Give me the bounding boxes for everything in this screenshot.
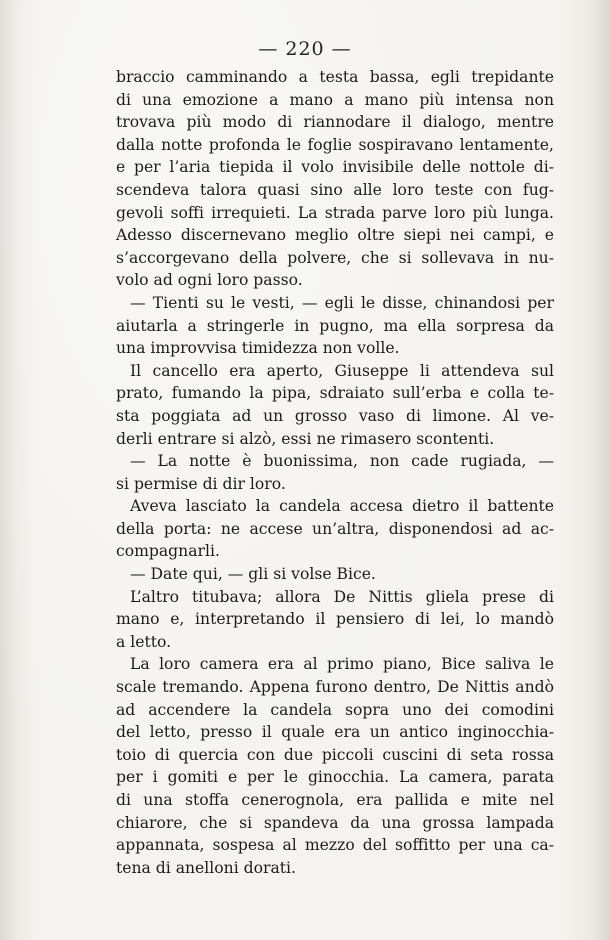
- text-line: volo ad ogni loro passo.: [116, 271, 303, 290]
- text-line: di una stoffa cenerognola, era pallida e mite nel: [116, 791, 554, 809]
- text-line: una improvvisa timidezza non volle.: [116, 339, 400, 358]
- text-line: tena di anelloni dorati.: [116, 858, 296, 877]
- text-line: aiutarla a stringerle in pugno, ma ella sorpresa da: [116, 316, 554, 335]
- text-line: ad accendere la candela sopra uno dei comodini: [116, 700, 554, 719]
- text-line: appannata, sospesa al mezzo del soffitto per una ca-: [116, 836, 554, 855]
- text-line: dalla notte profonda le foglie sospiravano lentamente,: [116, 135, 554, 154]
- text-line: Adesso discernevano meglio oltre siepi nei campi, e: [116, 226, 554, 245]
- text-line: braccio camminando a testa bassa, egli trepidante: [116, 68, 554, 86]
- text-line: Il cancello era aperto, Giuseppe li attendeva sul: [130, 361, 554, 380]
- text-line: prato, fumando la pipa, sdraiato sull’erba e colla te-: [116, 384, 554, 403]
- text-line: del letto, presso il quale era un antico inginocchia-: [116, 723, 554, 742]
- text-line: e per l’aria tiepida il volo invisibile delle nottole di-: [116, 158, 554, 177]
- text-line: mano e, interpretando il pensiero di lei, lo mandò: [116, 610, 554, 629]
- text-line: — Tienti su le vesti, — egli le disse, chinandosi per: [130, 293, 554, 312]
- text-line: — La notte è buonissima, non cade rugiada, —: [130, 452, 554, 471]
- text-line: compagnarli.: [116, 542, 220, 561]
- text-line: per i gomiti e per le ginocchia. La camera, parata: [116, 768, 554, 787]
- text-line: scendeva talora quasi sino alle loro teste con fug-: [116, 180, 554, 199]
- text-line: chiarore, che si spandeva da una grossa lampada: [116, 813, 554, 832]
- text-line: La loro camera era al primo piano, Bice saliva le: [130, 655, 554, 674]
- text-line: derli entrare si alzò, essi ne rimasero scontenti.: [116, 429, 495, 448]
- page-number: — 220 —: [258, 38, 352, 60]
- body-text: [116, 66, 554, 879]
- text-line: sta poggiata ad un grosso vaso di limone. Al ve-: [116, 406, 554, 425]
- text-line: scale tremando. Appena furono dentro, De Nittis andò: [116, 678, 554, 697]
- text-line: trovava più modo di riannodare il dialogo, mentre: [116, 113, 554, 132]
- text-line: gevoli soffi irrequieti. La strada parve loro più lunga.: [116, 203, 554, 222]
- text-line: di una emozione a mano a mano più intensa non: [116, 90, 554, 109]
- text-line: s’accorgevano della polvere, che si sollevava in nu-: [116, 248, 554, 267]
- text-line: si permise di dir loro.: [116, 474, 286, 493]
- text-line: Aveva lasciato la candela accesa dietro il battente: [130, 497, 554, 516]
- text-line: della porta: ne accese un’altra, disponendosi ad ac-: [116, 519, 554, 538]
- text-line: — Date qui, — gli si volse Bice.: [130, 565, 376, 584]
- text-line: toio di quercia con due piccoli cuscini di seta rossa: [116, 745, 554, 764]
- text-line: a letto.: [116, 632, 172, 651]
- text-line: L’altro titubava; allora De Nittis gliela prese di: [130, 587, 554, 606]
